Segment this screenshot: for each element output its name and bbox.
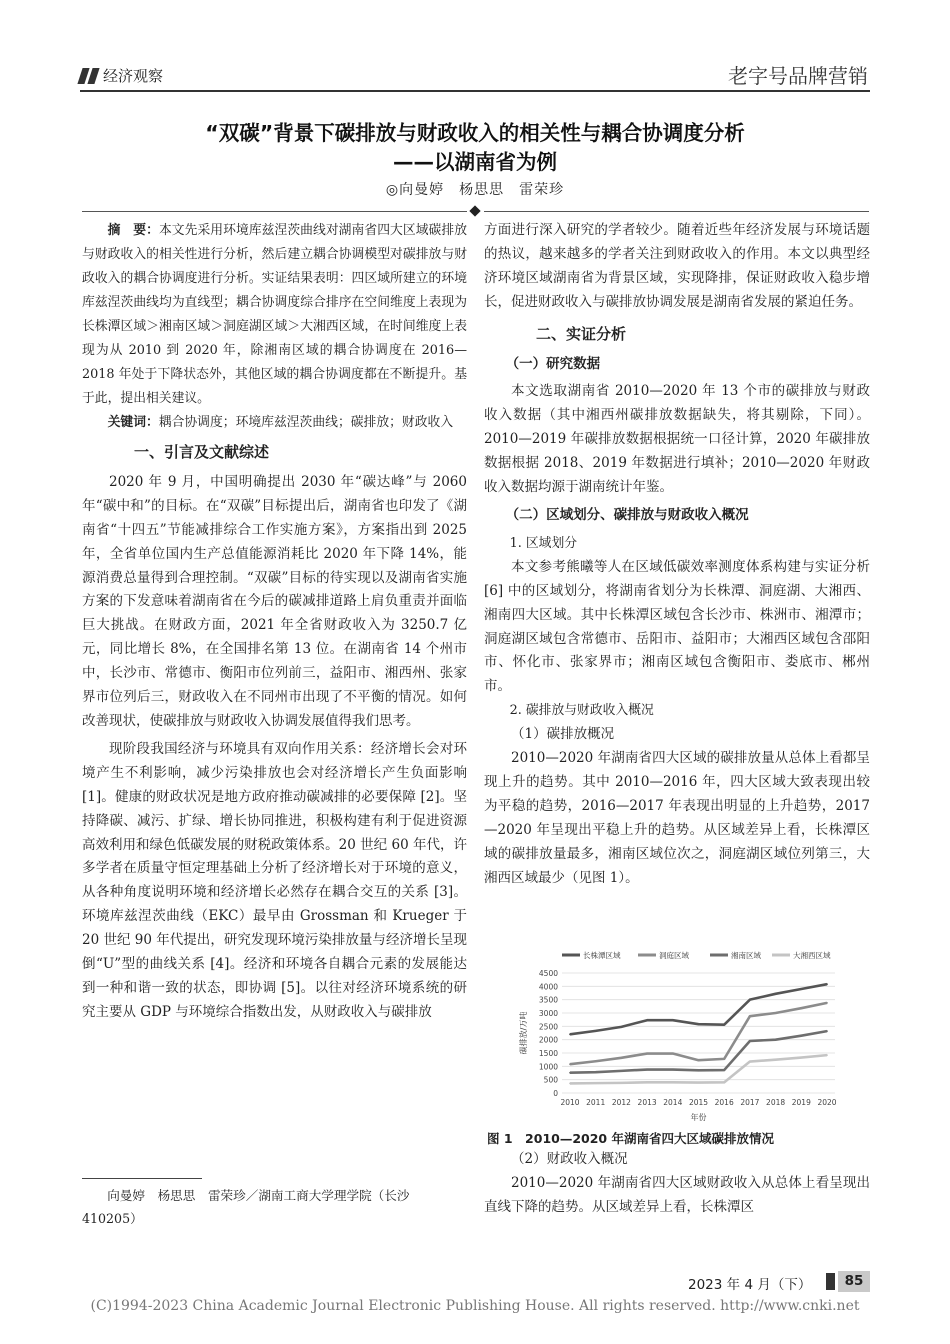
article-subtitle: ——以湖南省为例 bbox=[393, 150, 557, 174]
x-tick-label: 2012 bbox=[611, 1098, 631, 1107]
x-tick-label: 2010 bbox=[560, 1098, 580, 1107]
x-tick-label: 2015 bbox=[688, 1098, 709, 1107]
paragraph: 现阶段我国经济与环境具有双向作用关系：经济增长会对环境产生不利影响，减少污染排放也会对经济增长产生负面影响 [1]。健康的财政状况是地方政府推动碳减排的必要保障 [2]。坚持降碳、减污、扩绿、增长协同推进，积极构建有利于促进资源高效利用和绿色低碳发展的财税政策体系。20 世纪 60 年代，许多学者在质量守恒定理基础上分析了经济增长对于环境的意义，从各种角度说明环境和经济增长必然存在耦合交互的关系 [3]。环境库兹涅茨曲线（EKC）最早由 Grossman 和 Krueger 于 20 世纪 90 年代提出，研究发现环境污染排放量与经济增长呈现倒“U”型的曲线关系 [4]。经济和环境各自耦合元素的发展能达到一种和谐一致的状态，即协调 [5]。以往对经济环境系统的研究主要从 GDP 与环境综合指数出发，从财政收入与碳排放 bbox=[82, 740, 467, 1020]
page-number: 85 bbox=[838, 1271, 870, 1292]
y-tick-label: 1000 bbox=[538, 1062, 558, 1072]
y-tick-label: 500 bbox=[543, 1075, 558, 1085]
section-name: 经济观察 bbox=[103, 67, 164, 85]
keywords-label: 关键词： bbox=[107, 415, 159, 430]
data-point bbox=[749, 1061, 751, 1063]
data-point bbox=[826, 983, 828, 985]
series-line bbox=[570, 1003, 827, 1064]
y-tick-label: 2500 bbox=[538, 1022, 558, 1032]
data-point bbox=[775, 1012, 777, 1014]
header-rule bbox=[80, 90, 870, 92]
y-tick-label: 4500 bbox=[538, 969, 558, 978]
right-column bbox=[484, 219, 870, 890]
series-line bbox=[570, 984, 827, 1034]
data-point bbox=[698, 1059, 700, 1061]
data-point bbox=[723, 1058, 725, 1060]
carbon-emission-chart bbox=[510, 945, 845, 1125]
data-point bbox=[800, 1035, 802, 1037]
data-point bbox=[621, 1026, 623, 1028]
data-point bbox=[646, 1081, 648, 1083]
paragraph: 2010—2020 年湖南省四大区域财政收入从总体上看呈现出直线下降的趋势。从区域差异上看，长株潭区 bbox=[484, 1174, 870, 1215]
heading-region-overview: （二）区域划分、碳排放与财政收入概况 bbox=[505, 506, 749, 523]
copyright-notice: (C)1994-2023 China Academic Journal Electronic Publishing House. All rights reserved. http://www.cnki.net bbox=[90, 1298, 860, 1314]
page-marker bbox=[826, 1273, 835, 1290]
data-point bbox=[672, 1019, 674, 1021]
data-point bbox=[826, 1002, 828, 1004]
subheading: （2）财政收入概况 bbox=[511, 1151, 628, 1167]
legend-label: 大湘西区域 bbox=[793, 951, 831, 960]
data-point bbox=[749, 1040, 751, 1042]
data-point bbox=[569, 1072, 571, 1074]
paragraph: 2010—2020 年湖南省四大区域的碳排放量从总体上看都呈现上升的趋势。其中 2010—2016 年，四大区域大致表现出较为平稳的趋势，2016—2017 年表现出明显的上升趋势，2017—2020 年呈现出平稳上升的趋势。从区域差异上看，长株潭区域的碳排放量最多，湘南区域位次之，洞庭湖区域位列第三，大湘西区域最少（见图 1）。 bbox=[484, 750, 870, 886]
column-name: 老字号品牌营销 bbox=[728, 64, 868, 88]
heading-introduction: 一、引言及文献综述 bbox=[134, 443, 270, 461]
data-point bbox=[775, 1059, 777, 1061]
data-point bbox=[800, 988, 802, 990]
data-point bbox=[569, 1033, 571, 1035]
data-point bbox=[569, 1063, 571, 1065]
data-point bbox=[800, 1007, 802, 1009]
data-point bbox=[749, 999, 751, 1001]
data-point bbox=[723, 1081, 725, 1083]
data-point bbox=[621, 1070, 623, 1072]
right-column-bottom bbox=[484, 1148, 870, 1220]
issue-date: 2023 年 4 月（下） bbox=[688, 1277, 812, 1293]
x-tick-label: 2020 bbox=[817, 1098, 837, 1107]
abstract bbox=[82, 219, 467, 411]
data-point bbox=[595, 1030, 597, 1032]
data-point bbox=[749, 1015, 751, 1017]
y-axis-label: 碳排放/万吨 bbox=[519, 1011, 528, 1055]
divider-left bbox=[82, 211, 467, 212]
subheading: 2. 碳排放与财政收入概况 bbox=[509, 703, 654, 719]
y-tick-label: 3000 bbox=[538, 1009, 558, 1018]
figure-caption: 图 1 2010—2020 年湖南省四大区域碳排放情况 bbox=[487, 1131, 774, 1146]
y-tick-label: 3500 bbox=[538, 995, 558, 1005]
x-tick-label: 2011 bbox=[586, 1098, 606, 1107]
data-point bbox=[672, 1081, 674, 1083]
keywords-text: 耦合协调度；环境库兹涅茨曲线；碳排放；财政收入 bbox=[158, 415, 454, 430]
paragraph: 本文选取湖南省 2010—2020 年 13 个市的碳排放与财政收入数据（其中湘西州碳排放数据缺失，将其剔除，下同）。2010—2019 年碳排放数据根据统一口径计算，2020 年碳排放数据根据 2018、2019 年数据进行填补；2010—2020 年财政收入数据均源于湖南统计年鉴。 bbox=[484, 383, 870, 496]
y-tick-label: 2000 bbox=[538, 1035, 558, 1045]
divider-diamond-icon bbox=[469, 205, 480, 216]
data-point bbox=[595, 1071, 597, 1073]
data-point bbox=[698, 1023, 700, 1025]
subheading: 1. 区域划分 bbox=[509, 535, 578, 551]
data-point bbox=[723, 1069, 725, 1071]
x-tick-label: 2017 bbox=[740, 1098, 760, 1107]
keywords bbox=[82, 411, 467, 435]
article-title: “双碳”背景下碳排放与财政收入的相关性与耦合协调度分析 bbox=[205, 121, 745, 145]
data-point bbox=[595, 1060, 597, 1062]
y-tick-label: 4000 bbox=[538, 982, 558, 992]
data-point bbox=[775, 1039, 777, 1041]
x-tick-label: 2018 bbox=[766, 1098, 786, 1107]
legend-label: 湘南区域 bbox=[731, 951, 761, 960]
legend-label: 长株潭区域 bbox=[583, 951, 621, 960]
data-point bbox=[646, 1053, 648, 1055]
footnote-rule bbox=[82, 1178, 202, 1179]
article-authors: ◎向曼婷 杨思思 雷荣珍 bbox=[385, 182, 565, 198]
journal-section bbox=[80, 65, 163, 86]
author-affiliation: 向曼婷 杨思思 雷荣珍／湖南工商大学理学院（长沙 410205） bbox=[82, 1188, 410, 1226]
y-tick-label: 1500 bbox=[538, 1049, 558, 1058]
heading-research-data: （一）研究数据 bbox=[505, 355, 601, 372]
paragraph: 2020 年 9 月，中国明确提出 2030 年“碳达峰”与 2060 年“碳中和”的目标。在“双碳”目标提出后，湖南省也印发了《湖南省“十四五”节能减排综合工作实施方案》，方案指出到 2025 年，全省单位国内生产总值能源消耗比 2020 年下降 14%，能源消费总量得到合理控制。“双碳”目标的待实现以及湖南省实施方案的下发意味着湖南省在今后的碳减排道路上肩负重责并面临巨大挑战。在财政方面，2021 年全省财政收入为 3250.7 亿元，同比增长 8%，在全国排名第 13 位。在湖南省 14 个州市中，长沙市、常德市、衡阳市位列前三，益阳市、湘西州、张家界市位列后三，财政收入在不同州市出现了不平衡的情况。如何改善现状，使碳排放与财政收入协调发展值得我们思考。 bbox=[82, 473, 467, 729]
abstract-text: 本文先采用环境库兹涅茨曲线对湖南省四大区域碳排放与财政收入的相关性进行分析，然后建立耦合协调模型对碳排放与财政收入的耦合协调度进行分析。实证结果表明：四区域所建立的环境库兹涅茨曲线均为直线型；耦合协调度综合排序在空间维度上表现为长株潭区域＞湘南区域＞洞庭湖区域＞大湘西区域，在时间维度上表现为从 2010 到 2020 年，除湘南区域的耦合协调度在 2016—2018 年处于下降状态外，其他区域的耦合协调度都在不断提升。基于此，提出相关建议。 bbox=[82, 223, 468, 406]
data-point bbox=[621, 1057, 623, 1059]
left-column bbox=[82, 219, 467, 1025]
data-point bbox=[775, 993, 777, 995]
heading-empirical: 二、实证分析 bbox=[536, 324, 627, 343]
data-point bbox=[800, 1057, 802, 1059]
x-tick-label: 2016 bbox=[714, 1098, 734, 1107]
data-point bbox=[826, 1054, 828, 1056]
journal-logo-icon bbox=[80, 68, 97, 84]
y-tick-label: 0 bbox=[553, 1089, 558, 1098]
x-tick-label: 2019 bbox=[791, 1098, 811, 1107]
data-point bbox=[672, 1053, 674, 1055]
x-axis-label: 年份 bbox=[690, 1113, 707, 1122]
data-point bbox=[698, 1082, 700, 1084]
subheading: （1）碳排放概况 bbox=[511, 726, 615, 743]
data-point bbox=[595, 1082, 597, 1084]
data-point bbox=[569, 1083, 571, 1085]
data-point bbox=[621, 1082, 623, 1084]
divider-right bbox=[484, 211, 869, 212]
x-tick-label: 2013 bbox=[637, 1098, 657, 1107]
data-point bbox=[646, 1019, 648, 1021]
data-point bbox=[826, 1030, 828, 1032]
legend-label: 洞庭区域 bbox=[659, 951, 689, 960]
data-point bbox=[672, 1069, 674, 1071]
paragraph: 本文参考熊曦等人在区域低碳效率测度体系构建与实证分析 [6] 中的区域划分，将湖南省划分为长株潭、洞庭湖、大湘西、湘南四大区域。其中长株潭区域包含长沙市、株洲市、湘潭市；洞庭湖区域包含常德市、岳阳市、益阳市；大湘西区域包含邵阳市、怀化市、张家界市；湘南区域包含衡阳市、娄底市、郴州市。 bbox=[484, 558, 870, 695]
data-point bbox=[723, 1024, 725, 1026]
paragraph: 方面进行深入研究的学者较少。随着近些年经济发展与环境话题的热议，越来越多的学者关注到财政收入的作用。本文以典型经济环境区域湖南省为背景区域，实现降排，保证财政收入稳步增长，促进财政收入与碳排放协调发展是湖南省发展的紧迫任务。 bbox=[484, 222, 870, 310]
abstract-label: 摘 要： bbox=[107, 223, 159, 238]
data-point bbox=[646, 1069, 648, 1071]
data-point bbox=[698, 1069, 700, 1071]
x-tick-label: 2014 bbox=[663, 1098, 683, 1107]
